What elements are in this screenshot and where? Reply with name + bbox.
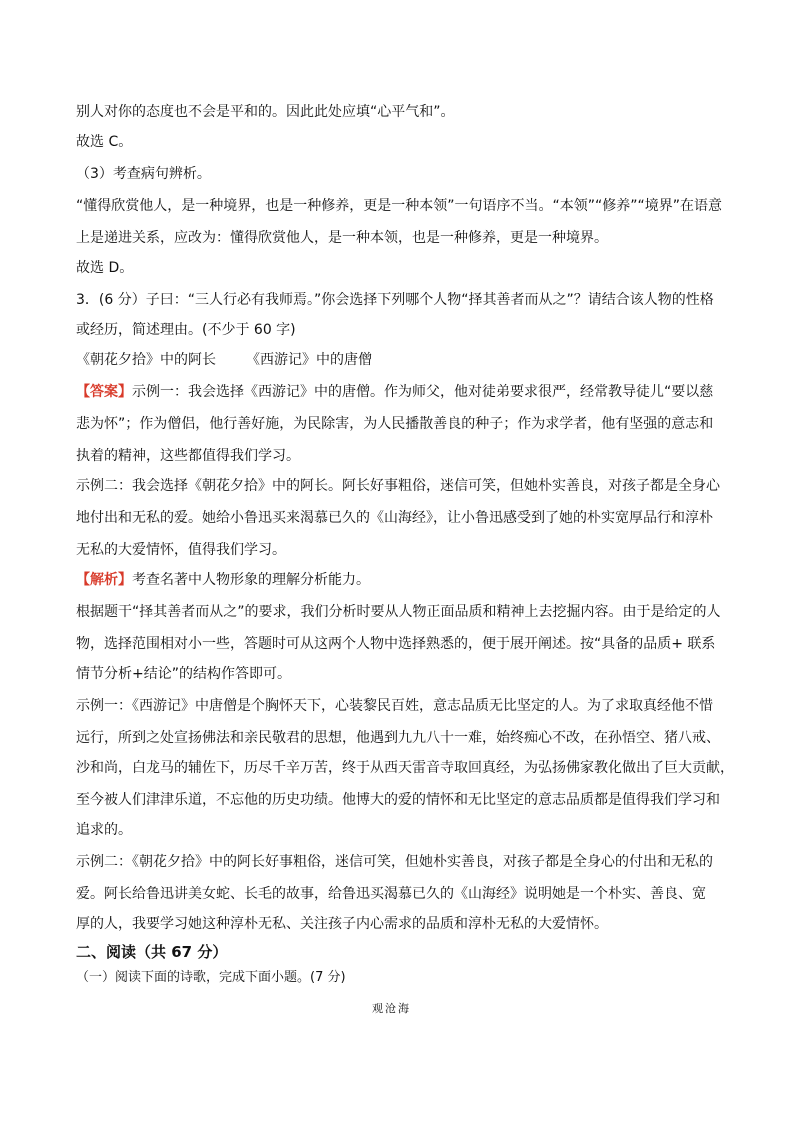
- answer-line: 悲为怀”；作为僧侣，他行善好施，为民除害，为人民播散善良的种子；作为求学者，他有坚强的意志和: [76, 416, 714, 432]
- analysis-line: 爱。阿长给鲁迅讲美女蛇、长毛的故事，给鲁迅买渴慕已久的《山海经》说明她是一个朴实、善良、宽: [76, 886, 706, 902]
- poem-title: 观沧海: [372, 1002, 411, 1015]
- work-options: [76, 350, 372, 370]
- answer-line: 示例二：我会选择《朝花夕拾》中的阿长。阿长好事粗俗，迷信可笑，但她朴实善良，对孩子都是全身心: [76, 478, 720, 494]
- analysis-line: 示例二：《朝花夕拾》中的阿长好事粗俗，迷信可笑，但她朴实善良，对孩子都是全身心的付出和无私的: [76, 854, 713, 870]
- analysis-line: 至今被人们津津乐道，不忘他的历史功绩。他博大的爱的情怀和无比坚定的意志品质都是值得我们学习和: [76, 792, 720, 808]
- analysis-text: 考查名著中人物形象的理解分析能力。: [132, 572, 370, 588]
- section-heading: 二、阅读（共 67 分）: [76, 943, 228, 961]
- paragraph-line: 别人对你的态度也不会是平和的。因此此处应填“心平气和”。: [76, 104, 455, 120]
- answer-line: 地付出和无私的爱。她给小鲁迅买来渴慕已久的《山海经》，让小鲁迅感受到了她的朴实宽厚品行和淳朴: [76, 510, 713, 526]
- paragraph-line: 故选 D。: [76, 260, 134, 276]
- analysis-tag: 【解析】: [76, 572, 132, 588]
- answer-line: 无私的大爱情怀，值得我们学习。: [76, 542, 286, 558]
- analysis-line: 情节分析+结论”的结构作答即可。: [76, 666, 291, 682]
- analysis-line: 示例一：《西游记》中唐僧是个胸怀天下，心装黎民百姓，意志品质无比坚定的人。为了求取真经他不惜: [76, 698, 713, 714]
- paragraph-line: （3）考查病句辨析。: [76, 166, 211, 182]
- answer-line: 执着的精神，这些都值得我们学习。: [76, 448, 300, 464]
- answer-text: 示例一：我会选择《西游记》中的唐僧。作为师父，他对徒弟要求很严，经常教导徒儿“要以慈: [132, 384, 714, 400]
- question-3-line: 或经历，简述理由。(不少于 60 字): [76, 322, 296, 338]
- analysis-line: 追求的。: [76, 822, 132, 838]
- analysis-line: 沙和尚，白龙马的辅佐下，历尽千辛万苦，终于从西天雷音寺取回真经，为弘扬佛家教化做出了巨大贡献，: [76, 760, 734, 776]
- part-heading: （一）阅读下面的诗歌，完成下面小题。(7 分): [76, 970, 346, 985]
- analysis-line: 远行，所到之处宣扬佛法和亲民敬君的思想，他遇到九九八十一难，始终痴心不改，在孙悟空、猪八戒、: [76, 730, 720, 746]
- answer-tag: 【答案】: [76, 384, 132, 400]
- analysis-line: 物，选择范围相对小一些，答题时可从这两个人物中选择熟悉的，便于展开阐述。按“具备的品质+ 联系: [76, 636, 716, 652]
- analysis-line: 厚的人，我要学习她这种淳朴无私、关注孩子内心需求的品质和淳朴无私的大爱情怀。: [76, 916, 608, 932]
- question-3-line: 3．(6 分）子曰：“三人行必有我师焉。”你会选择下列哪个人物“择其善者而从之”？请结合该人物的性格: [76, 292, 714, 308]
- paragraph-line: 上是递进关系，应改为：懂得欣赏他人，是一种本领，也是一种修养，更是一种境界。: [76, 230, 608, 246]
- analysis-line: [76, 570, 370, 590]
- work-option-tangseng: 《西游记》中的唐僧: [246, 352, 372, 368]
- paragraph-line: “懂得欣赏他人，是一种境界，也是一种修养，更是一种本领”一句语序不当。“本领”“修养”“境界”在语意: [76, 198, 723, 214]
- answer-line: [76, 382, 713, 402]
- paragraph-line: 故选 C。: [76, 134, 133, 150]
- work-option-achang: 《朝花夕拾》中的阿长: [76, 352, 216, 368]
- analysis-line: 根据题干“择其善者而从之”的要求，我们分析时要从人物正面品质和精神上去挖掘内容。由于是给定的人: [76, 604, 721, 620]
